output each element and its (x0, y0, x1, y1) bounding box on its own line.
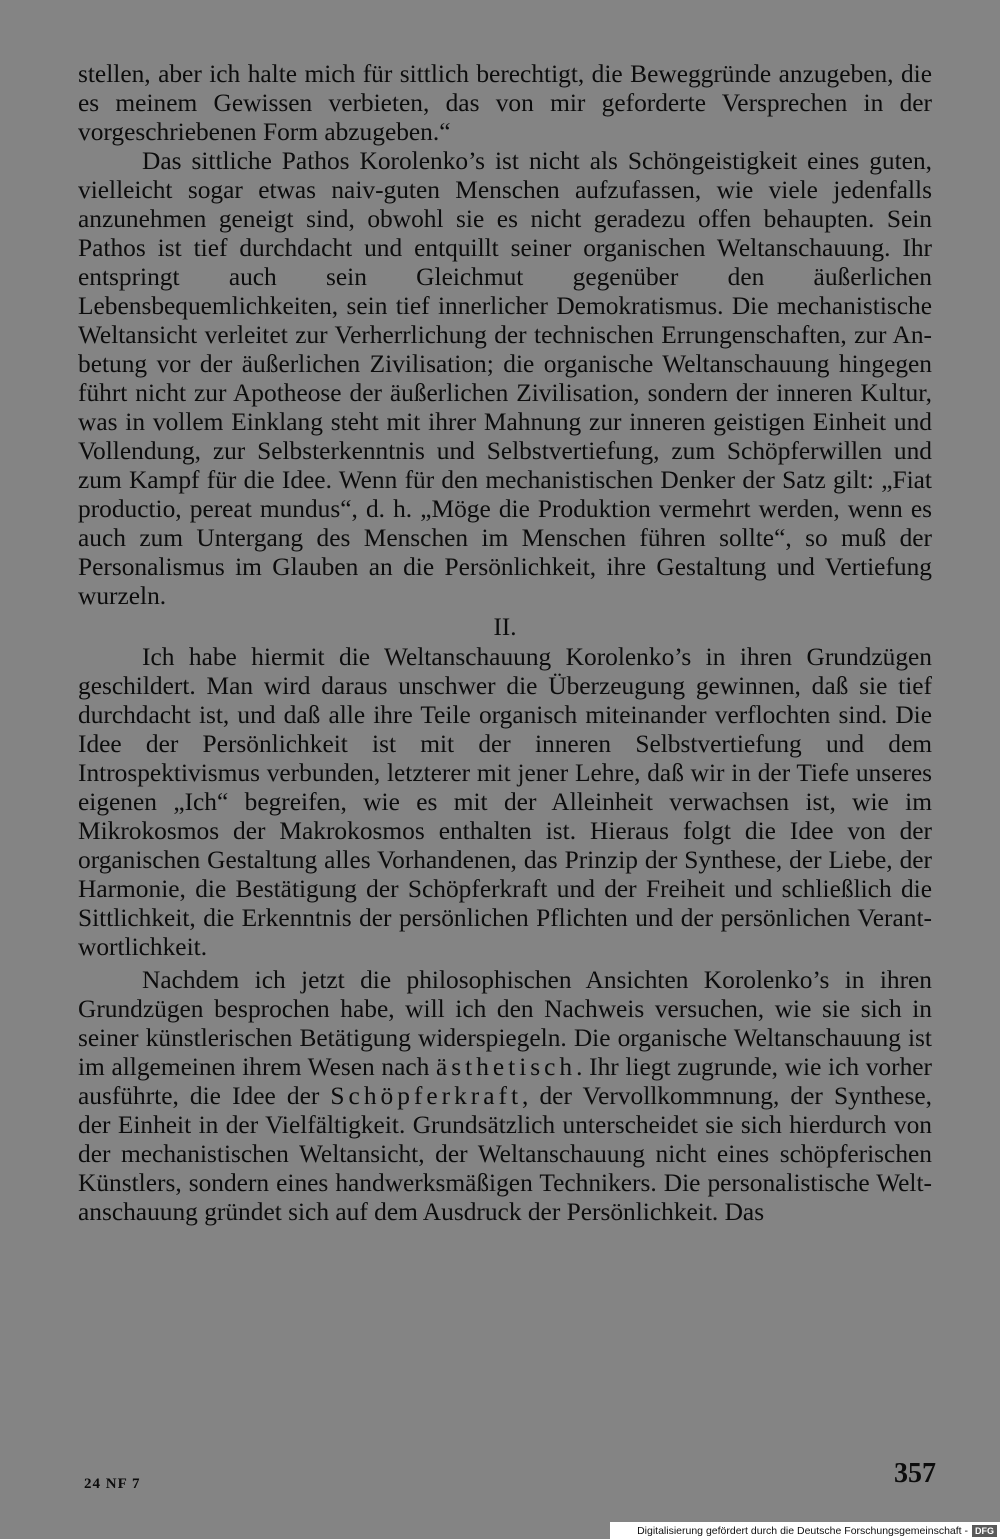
paragraph-continuation: stellen, aber ich halte mich für sittlich berechtigt, die Beweggründe anzugeben, die es meinem Gewissen verbieten, das von mir geforderte Versprechen in der vorgeschriebenen Form abzugeben.“ (78, 60, 932, 146)
paragraph-pathos: Das sittliche Pathos Korolenko’s ist nicht als Schöngeistigkeit eines guten, vielleicht sogar etwas naiv-guten Menschen aufzufassen, wie viele jedenfalls anzunehmen geneigt sind, obwohl sie es nicht geradezu offen behaupten. Sein Pathos ist tief durchdacht und entquillt seiner organischen Weltanschauung. Ihr entspringt auch sein Gleichmut gegenüber den äußerlichen Lebensbequemlichkeiten, sein tief innerlicher Demokratismus. Die mechanistische Weltansicht verleitet zur Verherrlichung der technischen Errungenschaften, zur Anbetung vor der äußerlichen Zivilisation; die organische Weltanschauung hingegen führt nicht zur Apotheose der äußerlichen Zivilisation, sondern der inneren Kultur, was in vollem Einklang steht mit ihrer Mahnung zur inneren geistigen Einheit und Vollendung, zur Selbsterkenntnis und Selbstvertiefung, zum Schöpferwillen und zum Kampf für die Idee. Wenn für den mechanistischen Denker der Satz gilt: „Fiat productio, pereat mundus“, d. h. „Möge die Produktion vermehrt werden, wenn es auch zum Untergang des Menschen im Menschen führen sollte“, so muß der Personalismus im Glauben an die Persönlichkeit, ihre Gestaltung und Vertiefung wurzeln. (78, 147, 932, 610)
paragraph-aesthetic (78, 966, 932, 1227)
paragraph-section-intro: Ich habe hiermit die Weltanschauung Korolenko’s in ihren Grundzügen geschildert. Man wird daraus unschwer die Überzeugung gewinnen, daß sie tief durchdacht ist, und daß alle ihre Teile organisch miteinander verflochten sind. Die Idee der Persönlichkeit ist mit der inneren Selbstvertiefung und dem Introspektivismus verbunden, letzterer mit jener Lehre, daß wir in der Tiefe unseres eigenen „Ich“ begreifen, wie es mit der Alleinheit verwachsen ist, wie im Mikrokosmos der Makrokosmos enthalten ist. Hieraus folgt die Idee von der organischen Gestaltung alles Vorhandenen, das Prinzip der Synthese, der Liebe, der Harmonie, die Bestätigung der Schöpferkraft und der Freiheit und schließlich die Sittlichkeit, die Erkenntnis der persönlichen Pflichten und der persönlichen Verantwortlichkeit. (78, 643, 932, 961)
emphasis-spaced: ästhetisch (435, 1053, 577, 1081)
page-number: 357 (894, 1458, 936, 1489)
emphasis-spaced: Schöpferkraft (330, 1082, 523, 1110)
paragraph-text: , der Vervollkommnung, der Synthese, der Einheit in der Vielfältigkeit. Grundsätzlich unterscheidet sie sich hierdurch von der mechanistischen Weltansicht, der Weltanschauung nicht eines schöpferischen Künstlers, sondern eines handwerksmäßigen Technikers. Die personalistische Weltanschauung gründet sich auf dem Ausdruck der Persönlichkeit. Das (78, 1082, 932, 1226)
paragraph-text: . Ihr liegt zugrunde, wie ich vorher ausführte, die Idee der (78, 1053, 932, 1110)
credit-text: Digitalisierung gefördert durch die Deutsche Forschungsgemeinschaft - (637, 1524, 968, 1537)
dfg-logo-icon: DFG (972, 1525, 997, 1537)
printer-signature: 24 NF 7 (84, 1476, 141, 1492)
paragraph-text: Nachdem ich jetzt die philosophischen Ansichten Korolenko’s in ihren Grundzügen besprochen habe, will ich den Nachweis versuchen, wie sie sich in seiner künstlerischen Betätigung widerspiegeln. Die organische Weltanschauung ist im allgemeinen ihrem Wesen nach (78, 966, 932, 1081)
main-text (78, 60, 932, 1227)
section-heading: II. (493, 614, 517, 641)
digitization-credit (610, 1522, 1000, 1539)
